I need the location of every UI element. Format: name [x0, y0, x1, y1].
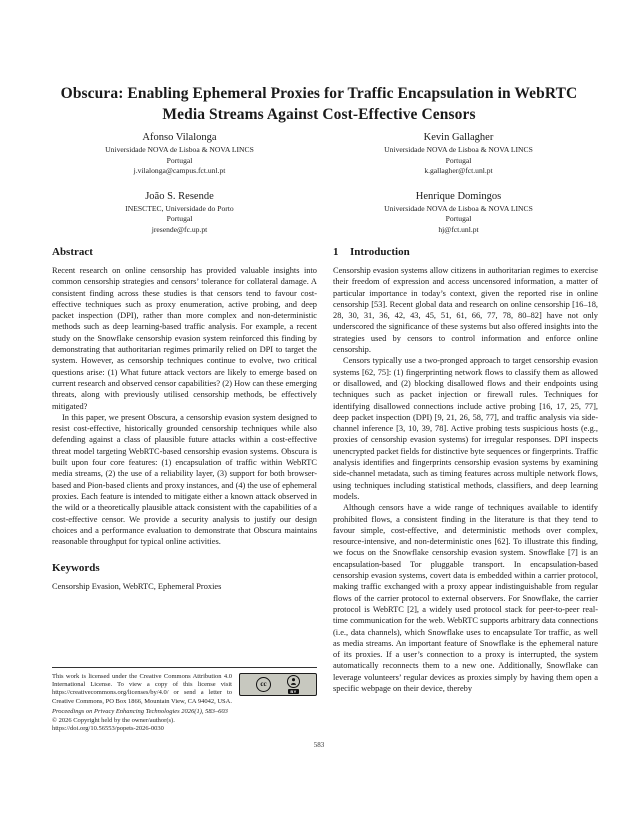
proceedings-line: Proceedings on Privacy Enhancing Technologies 2026(1), 583–603	[52, 708, 228, 716]
author-1	[40, 131, 319, 177]
author-name: Afonso Vilalonga	[142, 132, 217, 143]
author-affiliation: Universidade NOVA de Lisboa & NOVA LINCS	[384, 203, 533, 213]
introduction-heading	[333, 246, 598, 259]
author-country: Portugal	[445, 155, 472, 165]
section-number: 1	[333, 246, 339, 258]
keywords-text: Censorship Evasion, WebRTC, Ephemeral Proxies	[52, 582, 222, 592]
author-affiliation: Universidade NOVA de Lisboa & NOVA LINCS	[105, 145, 254, 154]
keywords-heading: Keywords	[52, 562, 100, 575]
by-label: BY	[290, 689, 297, 694]
author-4	[319, 190, 598, 236]
person-icon	[287, 675, 300, 688]
author-country: Portugal	[445, 214, 472, 224]
author-affiliation: Universidade NOVA de Lisboa & NOVA LINCS	[384, 145, 533, 154]
left-column	[52, 246, 317, 593]
paper-title: Obscura: Enabling Ephemeral Proxies for Traffic Encapsulation in WebRTC Media Streams Against Cost-Effective Censors	[60, 85, 578, 123]
license-block	[52, 667, 317, 733]
abstract-paragraph: In this paper, we present Obscura, a censorship evasion system designed to resist cost-effective, historically grounded censorship techniques while also defending against a class of plausible future attacks within a cost-effective threat model targeting WebRTC-based censorship evasion systems. Obscura is built upon four core features: (1) encapsulation of traffic within WebRTC media streams, (2) the use of a reliability layer, (3) support for both browser-based and Pion-based clients and proxy instances, and (4) the use of ephemeral proxies. Each feature is intended to mitigate either a known attack observed in the wild or a theoretically plausible attack consistent with the capabilities of a cost-effective censor. We provide a security analysis to justify our design choices and a performance evaluation to demonstrate that Obscura maintains reasonable throughput for typical online activities.	[52, 412, 317, 547]
section-title: Introduction	[350, 246, 410, 258]
copyright-line: © 2026 Copyright held by the owner/author(s).	[52, 716, 175, 724]
intro-paragraph: Censors typically use a two-pronged approach to target censorship evasion systems [62, 75]: (1) fingerprinting network flows to classify them as allowed or disallowed, and (2) blocking disallowed flows and their endpoints using techniques such as packet injection or firewall rules. Techniques for identifying disallowed connections include active probing [16, 17, 25, 77], deep packet inspection (DPI) [9, 21, 26, 58, 77], and traffic analysis via side-channel inference [3, 10, 39, 78]. Active probing tests suspicious hosts (e.g., proxies of censorship evasion systems) for irregular responses. DPI inspects unencrypted packet fields for distinctive byte sequences or fingerprints. Traffic analysis identifies and fingerprints censorship evasion systems by examining side-channel metadata, such as timing features across multiple network flows, using techniques including statistical methods, classifiers, and deep learning models.	[333, 356, 598, 501]
author-email: jresende@fc.up.pt	[151, 224, 208, 234]
author-email: hj@fct.unl.pt	[438, 224, 479, 234]
author-email: k.gallagher@fct.unl.pt	[424, 166, 493, 176]
intro-paragraph: Although censors have a wide range of techniques available to identify prohibited flows, a consistent finding in the literature is that they tend to favour simple, cost-effective, and deterministic methods over complex, resource-intensive, and non-deterministic ones [62]. To illustrate this finding, we focus on the Snowflake censorship evasion system. Snowflake [7] is an encapsulation-based Tor pluggable transport. In encapsulation-based censorship evasion systems, covert data is embedded within a carrier protocol, making traffic exchanged with a proxy appear indistinguishable from regular flows of the carrier protocol to external observers. For Snowflake, the carrier protocol is WebRTC [2], a widely used protocol stack for peer-to-peer real-time communication for the web. WebRTC supports arbitrary data connections (i.e., data channels), which Snowflake uses to encapsulate Tor traffic, as well as media streams. An important feature of Snowflake is the ephemeral nature of its proxies. If a user’s connection to a proxy is interrupted, the system automatically reconnects them to a new one. Additionally, Snowflake can leverage volunteers’ regular devices as proxies simply by having them open a specific webpage on their device, thereby	[333, 503, 598, 693]
author-affiliation: INESCTEC, Universidade do Porto	[125, 203, 234, 213]
license-text: This work is licensed under the Creative Commons Attribution 4.0 International License. To view a copy of this license visit https://creativecommons.org/licenses/by/4.0/ or send a letter to Creative Commons, PO Box 1866, Mountain View, CA 94042, USA.	[52, 673, 232, 705]
author-name: João S. Resende	[145, 190, 214, 202]
abstract-paragraph: Recent research on online censorship has provided valuable insights into common censorship strategies and censors’ tolerance for collateral damage. A consistent finding across these studies is that censors tend to favour cost-effective techniques such as proxy enumeration, active probing, and deep packet inspection (DPI), rather than more complex and non-deterministic methods such as deep learning-based traffic analysis. For example, a recent study on the Snowflake censorship evasion system reinforced this finding by demonstrating that authoritarian regimes primarily relied on DPI to target the system. However, as censorship techniques continue to evolve, two critical questions arise: (1) What future attack vectors are likely to emerge based on current research and observed censor capabilities? (2) How can these emerging threats, along with previously utilised censorship methods, be effectively mitigated?	[52, 266, 317, 411]
cc-by-badge	[239, 673, 317, 696]
author-3	[40, 190, 319, 236]
abstract-heading: Abstract	[52, 246, 93, 258]
author-block	[40, 131, 598, 236]
author-name: Henrique Domingos	[415, 190, 502, 202]
by-attribution	[287, 675, 300, 694]
author-country: Portugal	[166, 214, 193, 224]
cc-icon: cc	[256, 677, 271, 692]
author-country: Portugal	[166, 155, 193, 165]
author-name: Kevin Gallagher	[423, 132, 494, 143]
author-email: j.vilalonga@campus.fct.unl.pt	[133, 166, 226, 176]
page-number: 583	[313, 741, 325, 749]
doi-link[interactable]: https://doi.org/10.56553/popets-2026-0030	[52, 724, 164, 732]
intro-paragraph: Censorship evasion systems allow citizens in authoritarian regimes to exercise their freedom of expression and access uncensored information, a matter of particular importance in today’s context, given the reported rise in online censorship [53]. Recent global data and research on online censorship [16–18, 28, 30, 31, 36, 42, 43, 45, 51, 61, 66, 77, 78, 80–82] have not only underscored the significance of these systems but also offered insights into the strategies used by censors to control information and enforce online censorship.	[333, 266, 598, 355]
right-column	[333, 246, 598, 694]
author-2	[319, 131, 598, 177]
